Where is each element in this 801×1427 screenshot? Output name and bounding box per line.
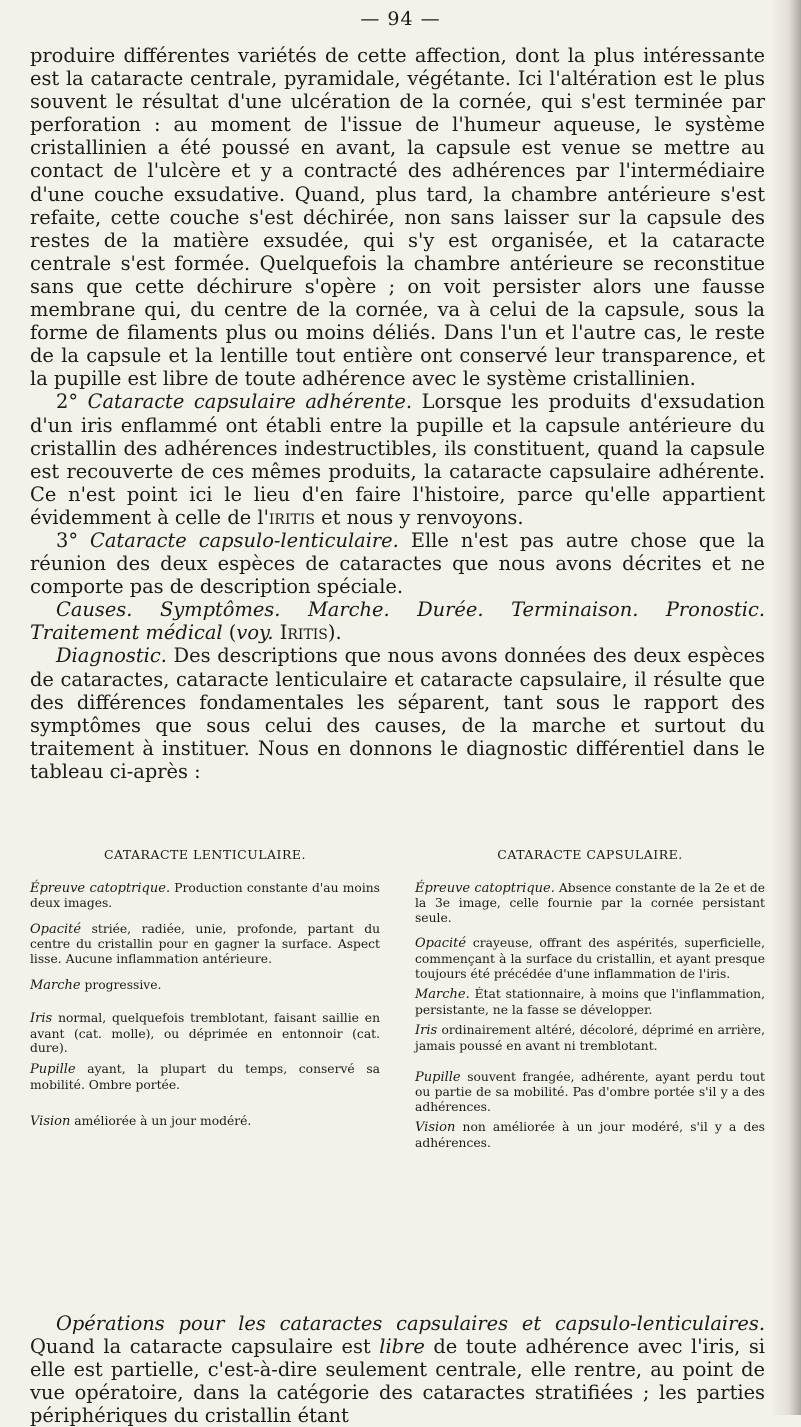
row-label: Iris (30, 1011, 53, 1027)
section-text: Lorsque les produits d'exsudation d'un iris enflammé ont établi entre la pupille et la capsule antérieure du cristallin des adhérences indestructibles, ils constituent, quand la capsule est recouverte de ces mêmes produits, la cataracte capsulaire adhérente. Ce n'est point ici le lieu d'en faire l'histoire, parce qu'elle appartient évidemment à celle de l' (30, 390, 765, 529)
row-text: Production constante d'au moins deux images. (30, 880, 380, 911)
column-lenticular (30, 848, 380, 1162)
section-number: 2° (56, 390, 88, 414)
table-row (415, 881, 765, 926)
page-edge-shadow (771, 0, 801, 1415)
section-text: Quand la cataracte capsulaire est (30, 1335, 380, 1359)
row-text: ayant, la plupart du temps, conservé sa mobilité. Ombre portée. (30, 1061, 380, 1092)
table-row (415, 936, 765, 981)
row-text: normal, quelquefois tremblotant, faisant saillie en avant (cat. molle), ou déprimée en entonnoir (cat. dure). (30, 1011, 380, 1056)
section-text: Elle n'est pas autre chose que la réunion des deux espèces de cataractes que nous avons décrites et ne comporte pas de description spéciale. (30, 528, 765, 599)
section-text-end: et nous y renvoyons. (314, 505, 524, 529)
row-label: Pupille (415, 1069, 461, 1085)
row-label: Opacité (415, 936, 467, 952)
table-row (30, 881, 380, 911)
row-text: ordinairement altéré, décoloré, déprimé en arrière, jamais poussé en avant ni tremblotant. (415, 1023, 765, 1053)
row-text: État stationnaire, à moins que l'inflammation, persistante, ne la fasse se développer. (415, 987, 765, 1017)
section-text-end: de toute adhérence avec l'iris, si elle est partielle, c'est-à-dire seulement centrale, elle rentre, au point de vue opératoire, dans la catégorie des cataractes stratifiées ; les parties périphériques du cristallin étant (30, 1335, 765, 1427)
emphasis-libre: libre (379, 1335, 425, 1359)
row-text: Absence constante de la 2e et de la 3e image, celle fournie par la cornée persistant seule. (415, 880, 765, 925)
row-text: crayeuse, offrant des aspérités, superficielle, commençant à la surface du cristallin, et ayant presque toujours été précédée d'une inflammation de l'iris. (415, 936, 765, 981)
section-text: Des descriptions que nous avons données des deux espèces de cataractes, cataracte lenticulaire et cataracte capsulaire, il résulte que des différences fondamentales les séparent, tant sous le rapport des symptômes que sous celui des causes, de la marche et surtout du traitement à instituer. Nous en donnons le diagnostic différentiel dans le tableau ci-après : (30, 644, 765, 783)
row-label: Épreuve catoptrique. (30, 880, 171, 896)
column-capsular (415, 848, 765, 1162)
row-text: non améliorée à un jour modéré, s'il y a des adhérences. (415, 1120, 765, 1150)
paragraph-adherent-capsular (30, 390, 765, 529)
row-label: Marche (30, 977, 81, 993)
row-label: Marche. (415, 987, 470, 1003)
row-label: Vision (415, 1120, 456, 1136)
paragraph-capsulo-lenticular (30, 529, 765, 598)
section-title: Diagnostic. (56, 644, 167, 668)
table-row (415, 1120, 765, 1150)
row-label: Iris (415, 1023, 438, 1039)
section-text-end: ). (327, 621, 342, 645)
column-header: CATARACTE CAPSULAIRE. (497, 847, 683, 862)
table-row (415, 1023, 765, 1053)
diagnostic-table (30, 848, 765, 1162)
row-text: progressive. (80, 977, 162, 992)
table-row (30, 978, 380, 994)
paragraph-diagnostic (30, 644, 765, 783)
page-number: — 94 — (360, 8, 441, 30)
row-label: Opacité (30, 921, 82, 937)
row-text: souvent frangée, adhérente, ayant perdu tout ou partie de sa mobilité. Pas d'ombre portée s'il y a des adhérences. (415, 1069, 765, 1114)
paragraph-causes (30, 598, 765, 644)
section-title: Opérations pour les cataractes capsulaires et capsulo-lenticulaires. (56, 1312, 765, 1335)
table-row (415, 1070, 765, 1115)
section-title: Cataracte capsulaire adhérente. (87, 390, 413, 414)
section-title: Cataracte capsulo-lenticulaire. (90, 528, 399, 552)
main-text (30, 44, 765, 783)
row-label: Épreuve catoptrique. (415, 880, 555, 896)
table-row (30, 1011, 380, 1056)
cross-reference: Iritis (273, 621, 328, 645)
row-text: améliorée à un jour modéré. (70, 1114, 252, 1129)
column-header: CATARACTE LENTICULAIRE. (103, 847, 307, 862)
table-row (30, 1114, 380, 1130)
row-text: striée, radiée, unie, profonde, partant du centre du cristallin pour en gagner la surface. Aspect lisse. Aucune inflammation antérieure. (30, 921, 380, 966)
cross-reference: iritis (268, 505, 315, 529)
paragraph-central-cataract: produire différentes variétés de cette affection, dont la plus intéressante est la cataracte centrale, pyramidale, végétante. Ici l'altération est le plus souvent le résultat d'une ulcération de la cornée, qui s'est terminée par perforation : au moment de l'issue de l'humeur aqueuse, le système cristallinien a été poussé en avant, la capsule est venue se mettre au contact de l'ulcère et y a contracté des adhérences par l'intermédiaire d'une couche exsudative. Quand, plus tard, la chambre antérieure s'est refaite, cette couche s'est déchirée, non sans laisser sur la capsule des restes de la matière exsudée, qui s'y est organisée, et la cataracte centrale s'est formée. Quelquefois la chambre antérieure se reconstitue sans que cette déchirure s'opère ; on voit persister alors une fausse membrane qui, du centre de la cornée, va à celui de la capsule, sous la forme de filaments plus ou moins déliés. Dans l'un et l'autre cas, le reste de la capsule et la lentille tout entière ont conservé leur transparence, et la pupille est libre de toute adhérence avec le système cristallinien. (30, 44, 765, 391)
section-number: 3° (56, 528, 91, 552)
operations-text (30, 1312, 765, 1427)
row-label: Vision (30, 1114, 71, 1130)
section-text: ( (222, 621, 237, 645)
table-row (30, 922, 380, 967)
section-title: Causes. Symptômes. Marche. Durée. Terminaison. Pronostic. Traitement médical (30, 598, 765, 645)
table-row (30, 1062, 380, 1092)
paragraph-operations (30, 1312, 765, 1427)
table-row (415, 987, 765, 1017)
voy-abbrev: voy. (236, 621, 274, 645)
row-label: Pupille (30, 1061, 76, 1077)
